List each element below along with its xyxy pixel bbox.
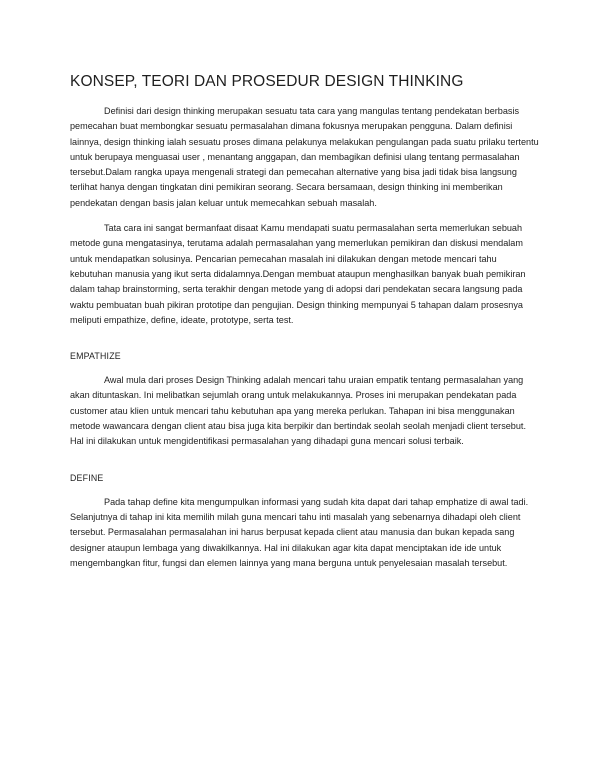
section-paragraph: Awal mula dari proses Design Thinking adalah mencari tahu uraian empatik tentang permasalahan yang akan dituntaskan. Ini melibatkan sejumlah orang untuk melakukannya. Proses ini merupakan pendekatan pada customer atau klien untuk mencari tahu kebutuhan apa yang mereka perlukan. Tahapan ini bisa menggunakan metode wawancara dengan client atau bisa juga kita berpikir dan bertindak seolah seolah menjadi client tersebut. Hal ini dilakukan untuk mengidentifikasi permasalahan yang dihadapi guna mencari solusi terbaik. [70, 375, 526, 447]
intro-paragraph-2: Tata cara ini sangat bermanfaat disaat Kamu mendapati suatu permasalahan serta memerlukan sebuah metode guna mengatasinya, terutama adalah permasalahan yang memerlukan pemikiran dan diskusi mendalam untuk mendapatkan solusinya. Pencarian pemecahan masalah ini dilakukan dengan metode mencari tahu kebutuhan manusia yang ikut serta didalamnya.Dengan membuat ataupun menghasilkan banyak buah pemikiran dalam tahap brainstorming, serta terakhir dengan metode yang di adopsi dari pendekatan secara langsung pada waktu pembuatan buah pikiran prototipe dan pengujian. Design thinking mempunyai 5 tahapan dalam prosesnya meliputi empathize, define, ideate, prototype, serta test. [70, 223, 526, 325]
document-title: KONSEP, TEORI DAN PROSEDUR DESIGN THINKING [70, 73, 464, 90]
section-heading: DEFINE [70, 472, 104, 483]
section-heading: EMPATHIZE [70, 351, 121, 362]
section-empathize [70, 351, 540, 449]
intro-paragraph-1: Definisi dari design thinking merupakan sesuatu tata cara yang mangulas tentang pendekatan berbasis pemecahan buat membongkar sesuatu permasalahan dimana fokusnya merupakan pengguna. Dalam definisi lainnya, design thinking ialah sesuatu proses dimana pelakunya melakukan pengulangan pada suatu prilaku tertentu untuk berupaya menguasai user , menantang anggapan, dan membagikan definisi ulang tentang permasalahan tersebut.Dalam rangka upaya mengenali strategi dan pemecahan alternative yang bisa jadi tidak bisa langsung terlihat hanya dengan tingkatan dini pemikiran seorang. Secara bersamaan, design thinking ini memberikan pendekatan dengan basis jalan keluar untuk memecahkan sebuah masalah. [70, 106, 539, 208]
section-paragraph: Pada tahap define kita mengumpulkan informasi yang sudah kita dapat dari tahap emphatize di awal tadi. Selanjutnya di tahap ini kita memilih milah guna mencari tahu inti masalah yang sebenarnya dihadapi oleh client tersebut. Permasalahan permasalahan ini harus berpusat kepada client atau manusia dan bukan kepada sang designer ataupun lembaga yang diwakilkannya. Hal ini dilakukan agar kita dapat menciptakan ide ide untuk mengembangkan fitur, fungsi dan elemen lainnya yang mana berguna untuk penyelesaian masalah tersebut. [70, 496, 529, 568]
section-define [70, 473, 540, 571]
